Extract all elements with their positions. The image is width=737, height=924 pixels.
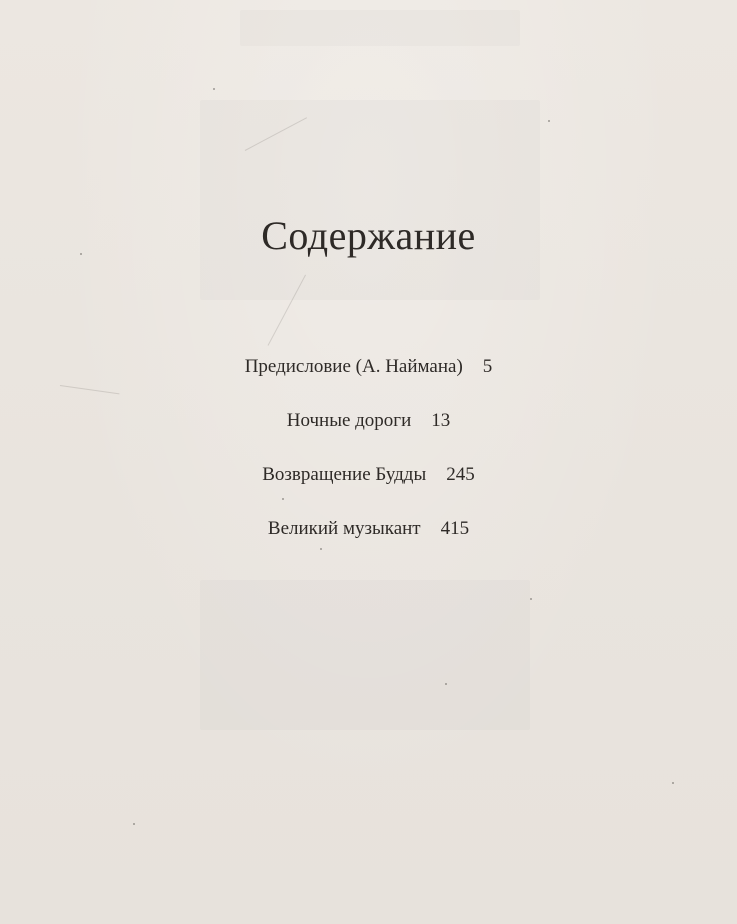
toc-entry-great-musician	[0, 502, 737, 556]
paper-speck	[213, 88, 215, 90]
page-title: Содержание	[261, 213, 476, 258]
toc-entry-night-roads	[0, 394, 737, 448]
toc-entry-page-number: 5	[482, 356, 493, 377]
toc-entry-page-number: 245	[446, 464, 475, 485]
toc-entry-title: Возвращение Будды	[262, 464, 427, 485]
paper-speck	[530, 598, 532, 600]
paper-speck	[672, 782, 674, 784]
toc-entry-title: Ночные дороги	[286, 410, 412, 431]
paper-speck	[548, 120, 550, 122]
show-through-text-top	[200, 100, 540, 300]
toc-entry-preface	[0, 340, 737, 394]
toc-entry-title: Предисловие (А. Наймана)	[244, 356, 463, 377]
toc-entry-page-number: 415	[440, 518, 470, 539]
paper-speck	[133, 823, 135, 825]
toc-entry-page-number: 13	[431, 410, 451, 431]
toc-entry-return-of-buddha	[0, 448, 737, 502]
paper-speck	[445, 683, 447, 685]
show-through-header	[240, 10, 520, 46]
toc-entry-title: Великий музыкант	[267, 518, 421, 539]
show-through-text-bottom	[200, 580, 530, 730]
table-of-contents	[0, 340, 737, 556]
